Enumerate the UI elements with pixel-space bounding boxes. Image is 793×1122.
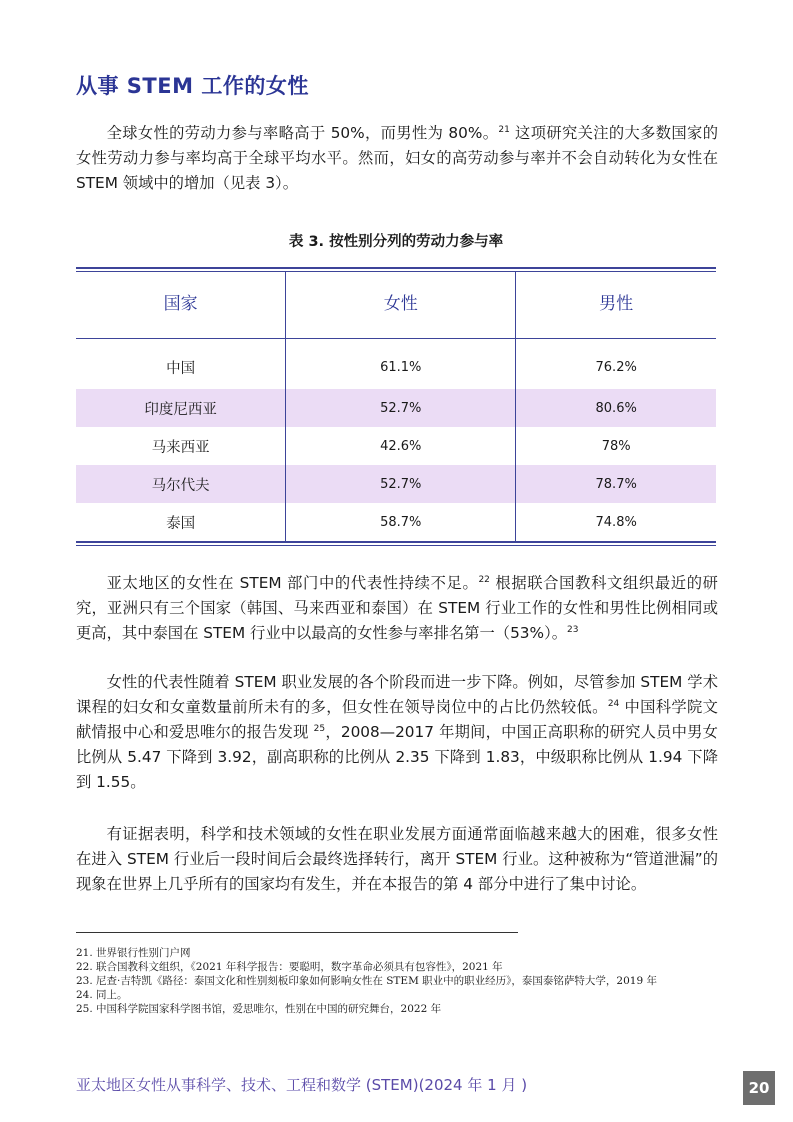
cell-male: 74.8% [595,514,637,530]
cell-female: 61.1% [286,339,516,390]
footnote-item: 22. 联合国教科文组织，《2021 年科学报告：要聪明，数字革命必须具有包容性》，2021 年 [76,961,503,973]
cell-country: 印度尼西亚 [76,389,286,427]
footnotes-list [76,946,718,1016]
cell-country: 中国 [76,339,286,390]
footnote-ref-23[interactable]: 23 [567,624,579,635]
cell-country: 泰国 [76,503,286,541]
footnote-ref-22[interactable]: 22 [478,574,490,585]
header-female: 女性 [286,272,516,339]
paragraph-4: 有证据表明，科学和技术领域的女性在职业发展方面通常面临越来越大的困难，很多女性在进入 STEM 行业后一段时间后会最终选择转行，离开 STEM 行业。这种被称为“管道泄漏”的现象在世界上几乎所有的国家均有发生，并在本报告的第 4 部分中进行了集中讨论。 [76,825,718,893]
footnote-item: 21. 世界银行性别门户网 [76,947,191,959]
page-number: 20 [743,1071,775,1105]
cell-country: 马来西亚 [76,427,286,465]
footer-title: 亚太地区女性从事科学、技术、工程和数学 (STEM)(2024 年 1 月 ) [76,1076,528,1094]
table-header-row [76,272,716,339]
cell-female: 58.7% [286,503,516,541]
paragraph-2: 亚太地区的女性在 STEM 部门中的代表性持续不足。$^{22}$ 根据联合国教科文组织最近的研究，亚洲只有三个国家（韩国、马来西亚和泰国）在 STEM 行业工作的女性和男性比例相同或更高，其中泰国在 STEM 行业中以最高的女性参与率排名第一（53%）。$^{23}$ [76,574,718,642]
paragraph-1: 全球女性的劳动力参与率略高于 50%，而男性为 80%。$^{21}$ 这项研究关注的大多数国家的女性劳动力参与率均高于全球平均水平。然而，妇女的高劳动参与率并不会自动转化为女性在 STEM 领域中的增加（见表 3）。 [76,124,718,192]
table-row [76,503,716,541]
header-country: 国家 [76,272,286,339]
table-title: 表 3. 按性别分列的劳动力参与率 [288,234,504,250]
cell-male: 76.2% [595,359,637,375]
footnote-ref-21[interactable]: 21 [498,124,510,135]
cell-male: 78.7% [516,465,716,503]
cell-female: 52.7% [286,389,516,427]
footnote-item: 24. 同上。 [76,989,128,1001]
cell-male: 78% [601,438,631,454]
paragraph-3: 女性的代表性随着 STEM 职业发展的各个阶段而进一步下降。例如，尽管参加 STEM 学术课程的妇女和女童数量前所未有的多，但女性在领导岗位中的占比仍然较低。$^{24}$ 中国科学院文献情报中心和爱思唯尔的报告发现 $^{25}$，2008—2017 年期间，中国正高职称的研究人员中男女比例从 5.47 下降到 3.92，副高职称的比例从 2.35 下降到 1.83，中级职称比例从 1.94 下降到 1.55。 [76,673,718,791]
footnote-ref-25[interactable]: 25 [313,723,326,734]
cell-female: 42.6% [286,427,516,465]
table-bottom-rule [76,541,716,546]
cell-male: 80.6% [516,389,716,427]
labor-participation-table [76,267,716,546]
footnote-ref-24[interactable]: 24 [607,698,620,709]
table-row [76,339,716,390]
cell-female: 52.7% [286,465,516,503]
table-row [76,465,716,503]
footnote-item: 25. 中国科学院国家科学图书馆，爱思唯尔，性别在中国的研究舞台，2022 年 [76,1003,442,1015]
header-male: 男性 [516,272,716,339]
table-row [76,427,716,465]
table-row [76,389,716,427]
cell-country: 马尔代夫 [76,465,286,503]
section-heading: 从事 STEM 工作的女性 [76,74,309,98]
footnote-item: 23. 尼查·吉特凯《路径：泰国文化和性别刻板印象如何影响女性在 STEM 职业中的职业经历》，泰国泰铭萨特大学，2019 年 [76,975,657,987]
footnote-divider [76,932,518,933]
